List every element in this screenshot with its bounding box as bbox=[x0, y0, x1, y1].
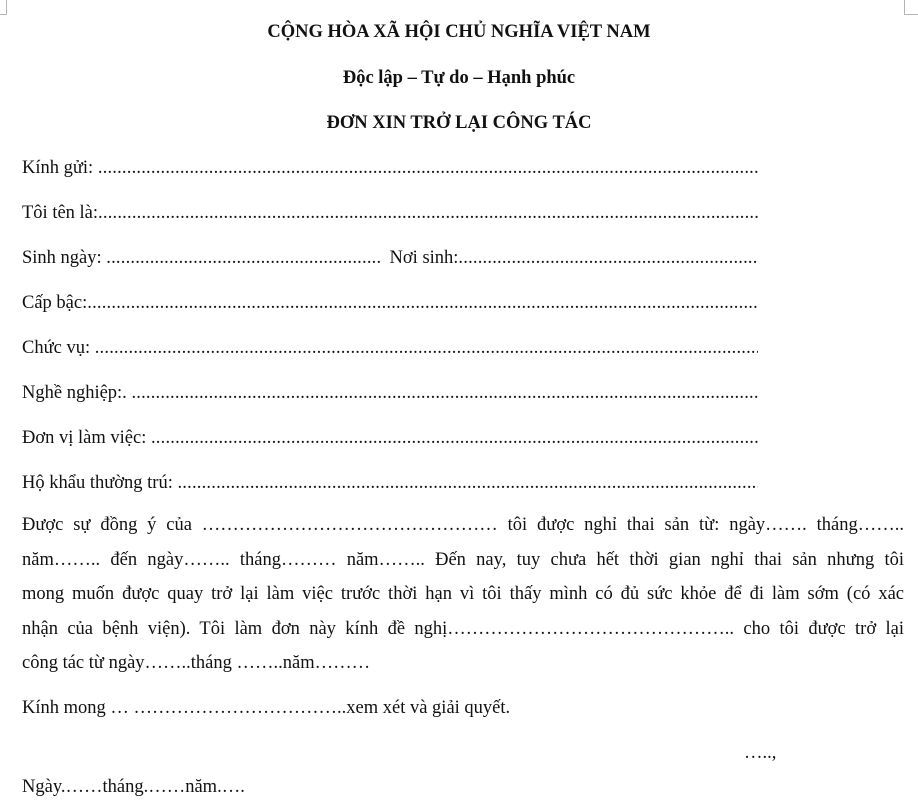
body-line: năm…….. đến ngày…….. tháng……… năm…….. Đến nay, tuy chưa hết thời gian nghỉ thai sản nhưng tôi bbox=[22, 549, 904, 570]
page-corner-mark bbox=[6, 0, 7, 15]
recipient-label: Kính gửi: bbox=[22, 158, 94, 178]
fill-in-dots bbox=[177, 473, 758, 494]
position-field[interactable] bbox=[22, 338, 758, 359]
page-corner-mark bbox=[904, 0, 905, 15]
motto: Độc lập – Tự do – Hạnh phúc bbox=[342, 68, 576, 88]
fill-in-dots bbox=[98, 158, 758, 179]
name-field[interactable] bbox=[22, 203, 758, 224]
form-title: ĐƠN XIN TRỞ LẠI CÔNG TÁC bbox=[326, 113, 592, 133]
birthplace-label: Nơi sinh: bbox=[389, 248, 459, 268]
birthplace-dots[interactable] bbox=[458, 248, 758, 269]
residence-field[interactable] bbox=[22, 473, 758, 494]
body-line: nhận của bệnh viện). Tôi làm đơn này kính đề nghị……………………………………….. cho tôi được trở lại bbox=[22, 618, 904, 639]
rank-label: Cấp bậc: bbox=[22, 293, 88, 313]
fill-in-dots bbox=[98, 203, 758, 224]
date-line: Ngày.……tháng.……năm.…. bbox=[22, 777, 245, 797]
request-body bbox=[22, 508, 904, 681]
dob-dots[interactable] bbox=[106, 248, 380, 269]
request-line: Kính mong … ……………………………..xem xét và giải quyết. bbox=[22, 698, 511, 718]
national-title: CỘNG HÒA XÃ HỘI CHỦ NGHĨA VIỆT NAM bbox=[267, 22, 651, 42]
rank-field[interactable] bbox=[22, 293, 758, 314]
fill-in-dots bbox=[87, 293, 758, 314]
fill-in-dots bbox=[131, 383, 758, 404]
workplace-label: Đơn vị làm việc: bbox=[22, 428, 147, 448]
name-label: Tôi tên là: bbox=[22, 203, 99, 223]
fill-in-dots bbox=[151, 428, 758, 449]
residence-label: Hộ khẩu thường trú: bbox=[22, 473, 173, 493]
place-date: ….., bbox=[744, 743, 777, 763]
occupation-label: Nghề nghiệp:. bbox=[22, 383, 127, 403]
body-line: mong muốn được quay trở lại làm việc trước thời hạn vì tôi thấy mình có đủ sức khỏe để đi làm sớm (có xác bbox=[22, 584, 904, 604]
workplace-field[interactable] bbox=[22, 428, 758, 449]
recipient-field[interactable] bbox=[22, 158, 758, 179]
fill-in-dots bbox=[95, 338, 758, 359]
occupation-field[interactable] bbox=[22, 383, 758, 404]
body-line: công tác từ ngày……..tháng ……..năm……… bbox=[22, 653, 371, 673]
position-label: Chức vụ: bbox=[22, 338, 91, 358]
body-line: Được sự đồng ý của ………………………………………… tôi được nghỉ thai sản từ: ngày……. tháng…….. bbox=[22, 515, 904, 535]
dob-birthplace-row bbox=[22, 248, 758, 269]
dob-label: Sinh ngày: bbox=[22, 248, 102, 268]
page-corner-mark bbox=[904, 14, 918, 15]
